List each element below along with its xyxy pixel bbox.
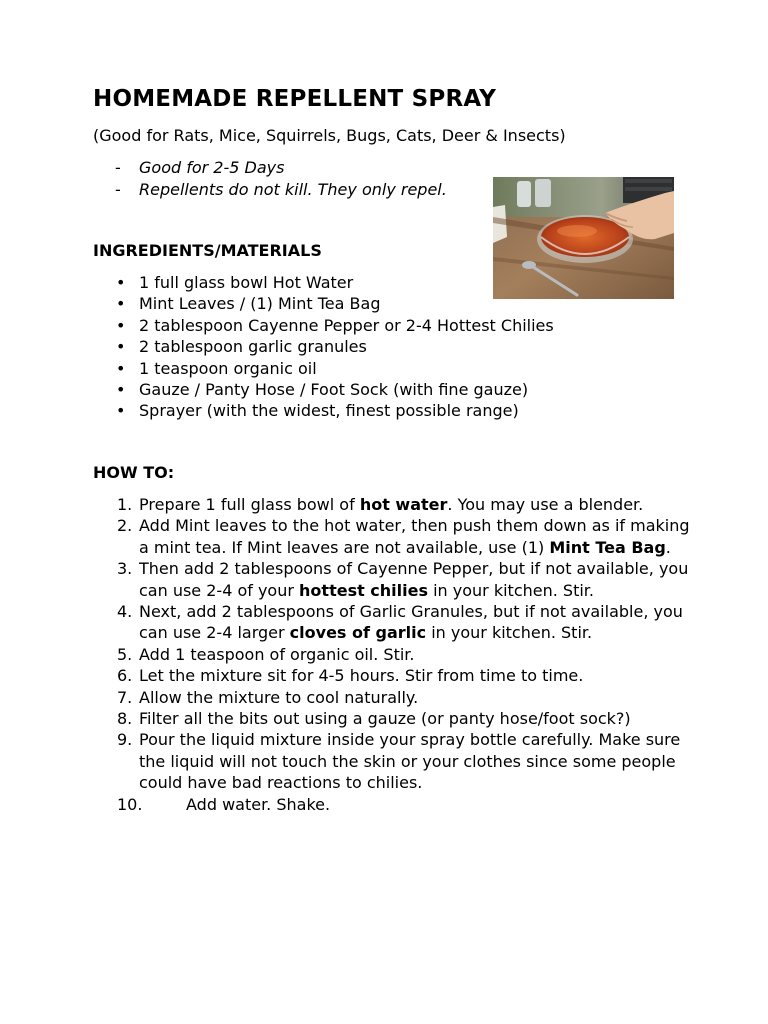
step-item bbox=[93, 729, 693, 793]
step-emphasis: hot water bbox=[359, 495, 448, 514]
ingredient-text: 1 teaspoon organic oil bbox=[139, 358, 317, 378]
ingredient-item: • Sprayer (with the widest, finest possible range) bbox=[116, 401, 519, 421]
note-item bbox=[93, 157, 447, 179]
ingredient-text: 1 full glass bowl Hot Water bbox=[139, 273, 354, 292]
step-text: Add water. Shake. bbox=[186, 794, 331, 814]
step-text: Add Mint leaves to the hot water, then push them down as if making a mint tea. If Mint leaves are not available, use (1) bbox=[139, 516, 690, 557]
ingredient-item: • Mint Leaves / (1) Mint Tea Bag bbox=[116, 294, 381, 314]
step-text: Next, add 2 tablespoons of Garlic Granules, but if not available, you can use 2-4 larger bbox=[139, 602, 683, 643]
ingredients-heading: INGREDIENTS/MATERIALS bbox=[93, 241, 322, 260]
step-item bbox=[93, 794, 693, 815]
step-text: in your kitchen. Stir. bbox=[428, 580, 594, 600]
step-text: Add 1 teaspoon of organic oil. Stir. bbox=[139, 644, 415, 664]
step-number: 8. bbox=[117, 709, 133, 729]
step-item bbox=[93, 515, 693, 558]
step-text: Prepare 1 full glass bowl of bbox=[139, 495, 360, 514]
step-number: 10. bbox=[117, 794, 143, 814]
ingredient-item: • 1 teaspoon organic oil bbox=[116, 358, 317, 378]
step-number: 2. bbox=[117, 516, 133, 536]
step-item bbox=[93, 601, 693, 644]
document-subtitle: (Good for Rats, Mice, Squirrels, Bugs, Cats, Deer & Insects) bbox=[93, 126, 566, 145]
ingredient-text: Gauze / Panty Hose / Foot Sock (with fine gauze) bbox=[139, 380, 529, 400]
step-text: Let the mixture sit for 4-5 hours. Stir from time to time. bbox=[139, 666, 584, 686]
step-text: in your kitchen. Stir. bbox=[426, 623, 593, 643]
document-title: HOMEMADE REPELLENT SPRAY bbox=[93, 86, 497, 112]
note-dash: - bbox=[115, 158, 121, 177]
step-text: Then add 2 tablespoons of Cayenne Pepper, but if not available, you can use 2-4 of your bbox=[139, 559, 689, 600]
step-emphasis: hottest chilies bbox=[299, 580, 429, 600]
ingredient-text: Sprayer (with the widest, finest possible range) bbox=[139, 401, 519, 421]
step-number: 5. bbox=[117, 644, 133, 664]
notes-list bbox=[93, 157, 447, 201]
step-item bbox=[93, 687, 693, 708]
step-text: Filter all the bits out using a gauze (or panty hose/foot sock?) bbox=[139, 709, 631, 729]
step-item bbox=[93, 665, 693, 686]
step-emphasis: Mint Tea Bag bbox=[549, 537, 666, 557]
step-item bbox=[93, 494, 693, 515]
step-number: 3. bbox=[117, 559, 133, 579]
ingredient-item: • 1 full glass bowl Hot Water bbox=[116, 273, 354, 292]
step-number: 1. bbox=[117, 495, 133, 514]
howto-heading: HOW TO: bbox=[93, 463, 175, 482]
step-text: . You may use a blender. bbox=[447, 495, 644, 514]
ingredient-text: 2 tablespoon Cayenne Pepper or 2-4 Hottest Chilies bbox=[139, 315, 554, 335]
note-dash: - bbox=[115, 180, 121, 199]
step-text: . bbox=[665, 537, 671, 557]
step-number: 7. bbox=[117, 687, 133, 707]
note-item bbox=[93, 179, 447, 201]
step-item bbox=[93, 644, 693, 665]
step-number: 6. bbox=[117, 666, 133, 686]
step-item bbox=[93, 558, 693, 601]
ingredient-text: Mint Leaves / (1) Mint Tea Bag bbox=[139, 294, 381, 314]
ingredients-list bbox=[93, 272, 554, 422]
step-emphasis: cloves of garlic bbox=[289, 623, 427, 643]
ingredient-item: • Gauze / Panty Hose / Foot Sock (with fine gauze) bbox=[116, 380, 529, 400]
ingredient-text: 2 tablespoon garlic granules bbox=[139, 337, 367, 357]
step-item bbox=[93, 708, 693, 729]
steps-list bbox=[93, 494, 693, 815]
ingredient-item: • 2 tablespoon garlic granules bbox=[116, 337, 367, 357]
step-text: Allow the mixture to cool naturally. bbox=[139, 687, 419, 707]
ingredient-item: • 2 tablespoon Cayenne Pepper or 2-4 Hottest Chilies bbox=[116, 315, 554, 335]
step-number: 9. bbox=[117, 730, 133, 750]
note-text: Good for 2-5 Days bbox=[139, 158, 285, 177]
step-text: Pour the liquid mixture inside your spray bottle carefully. Make sure the liquid will not touch the skin or your clothes since some people could have bad reactions to chilies. bbox=[139, 730, 681, 793]
step-number: 4. bbox=[117, 602, 133, 622]
note-text: Repellents do not kill. They only repel. bbox=[139, 180, 447, 199]
